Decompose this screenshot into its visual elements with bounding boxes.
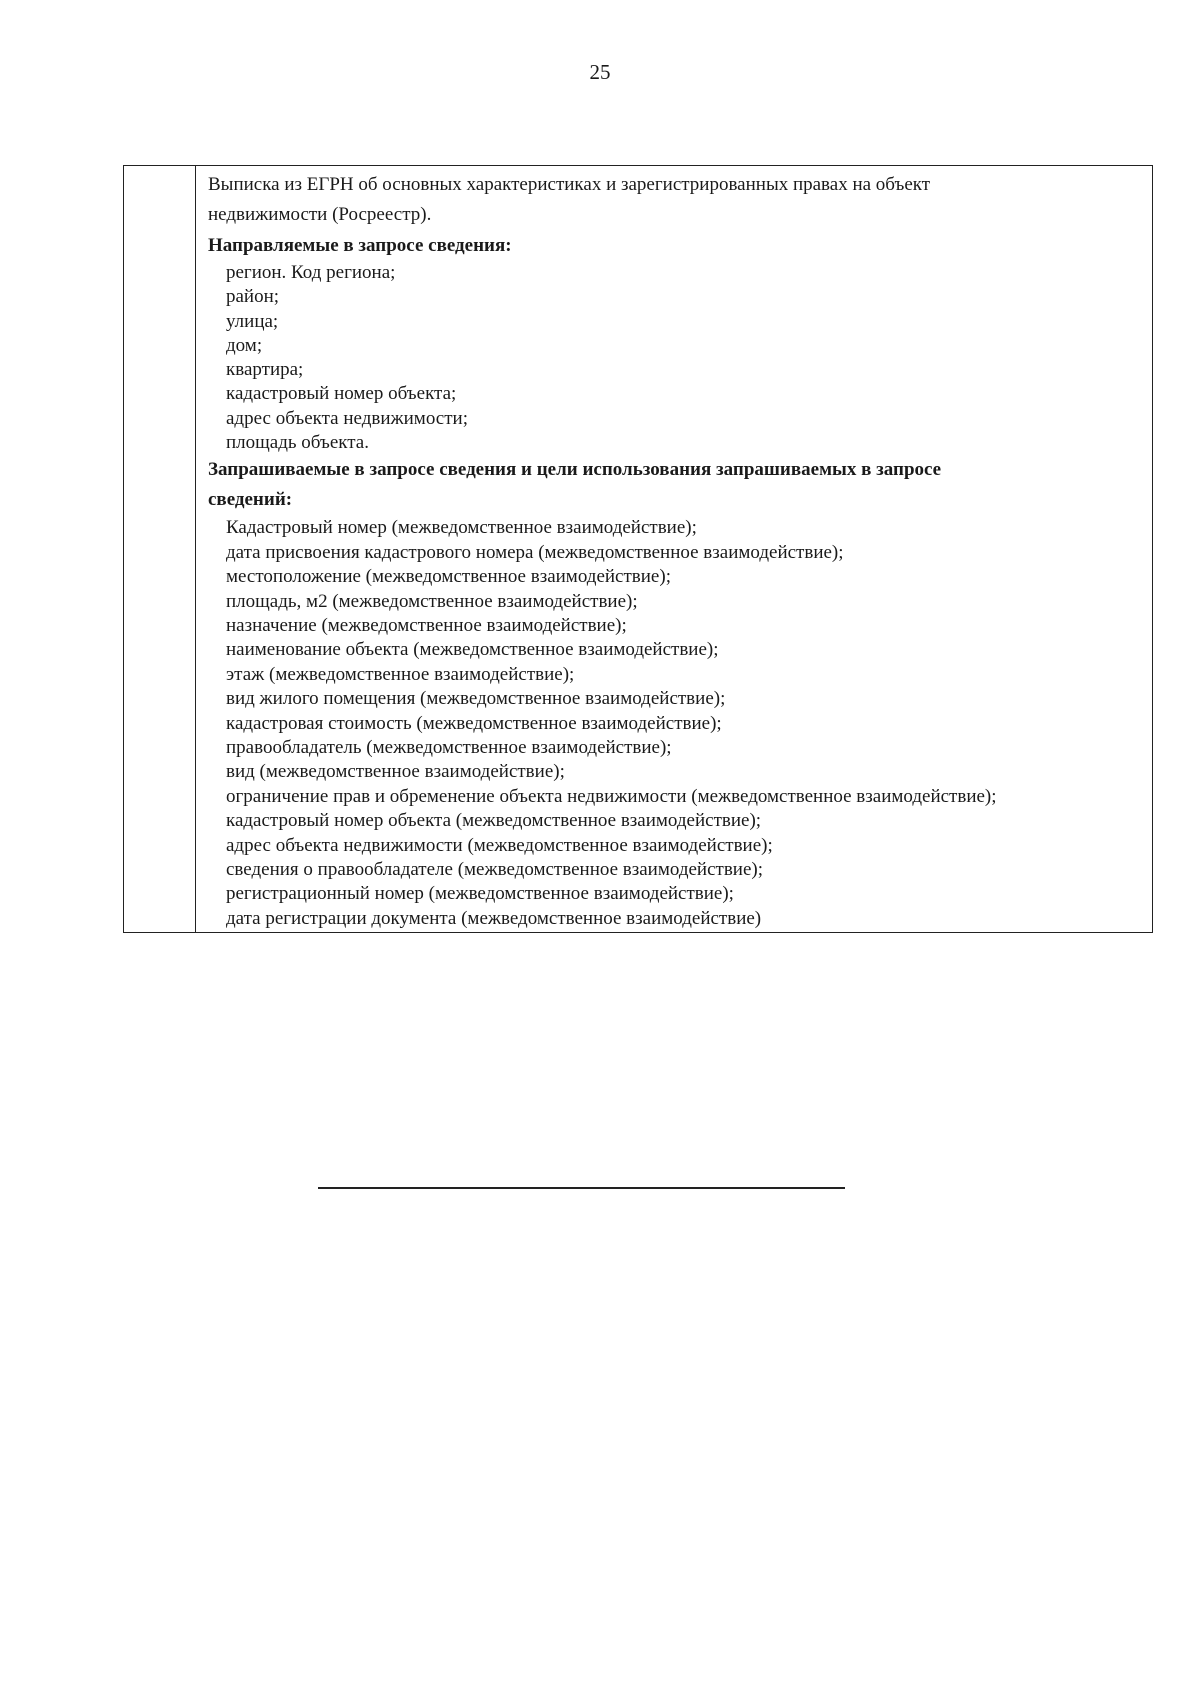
list-item: регион. Код региона; — [226, 262, 396, 283]
list-item: регистрационный номер (межведомственное взаимодействие); — [226, 883, 734, 905]
list-item: местоположение (межведомственное взаимодействие); — [226, 566, 671, 588]
list-item: ограничение прав и обременение объекта недвижимости (межведомственное взаимодействие); — [226, 785, 997, 807]
sent-data-heading: Направляемые в запросе сведения: — [208, 235, 512, 256]
document-table — [123, 165, 1153, 933]
list-item: правообладатель (межведомственное взаимодействие); — [226, 737, 672, 759]
list-item: сведения о правообладателе (межведомственное взаимодействие); — [226, 859, 764, 881]
intro-line: недвижимости (Росреестр). — [208, 204, 432, 225]
list-item: кадастровый номер объекта; — [226, 383, 457, 405]
list-item: адрес объекта недвижимости; — [226, 407, 468, 429]
requested-data-heading: Запрашиваемые в запросе сведения и цели использования запрашиваемых в запросе — [208, 459, 942, 481]
list-item: дата присвоения кадастрового номера (межведомственное взаимодействие); — [226, 541, 844, 563]
requested-data-list — [208, 516, 1148, 931]
list-item: этаж (межведомственное взаимодействие); — [226, 663, 575, 685]
list-item: кадастровый номер объекта (межведомственное взаимодействие); — [226, 810, 762, 832]
intro-line: Выписка из ЕГРН об основных характеристиках и зарегистрированных правах на объект — [208, 174, 931, 195]
table-content-cell — [208, 170, 1148, 931]
closing-rule-line — [318, 1187, 845, 1189]
list-item: квартира; — [226, 359, 304, 381]
list-item: вид (межведомственное взаимодействие); — [226, 761, 565, 783]
list-item: вид жилого помещения (межведомственное взаимодействие); — [226, 688, 726, 710]
list-item: площадь объекта. — [226, 432, 369, 454]
list-item: назначение (межведомственное взаимодействие); — [226, 615, 627, 636]
list-item: адрес объекта недвижимости (межведомственное взаимодействие); — [226, 834, 773, 856]
list-item: дата регистрации документа (межведомственное взаимодействие) — [226, 907, 762, 929]
requested-data-heading: сведений: — [208, 489, 293, 511]
table-left-cell — [124, 166, 196, 932]
list-item: площадь, м2 (межведомственное взаимодействие); — [226, 590, 638, 612]
page-number: 25 — [589, 60, 611, 84]
list-item: дом; — [226, 334, 263, 356]
list-item: улица; — [226, 310, 279, 332]
list-item: кадастровая стоимость (межведомственное взаимодействие); — [226, 712, 722, 734]
list-item: Кадастровый номер (межведомственное взаимодействие); — [226, 517, 697, 539]
sent-data-list — [208, 261, 1148, 455]
list-item: район; — [226, 286, 280, 308]
list-item: наименование объекта (межведомственное взаимодействие); — [226, 639, 719, 661]
